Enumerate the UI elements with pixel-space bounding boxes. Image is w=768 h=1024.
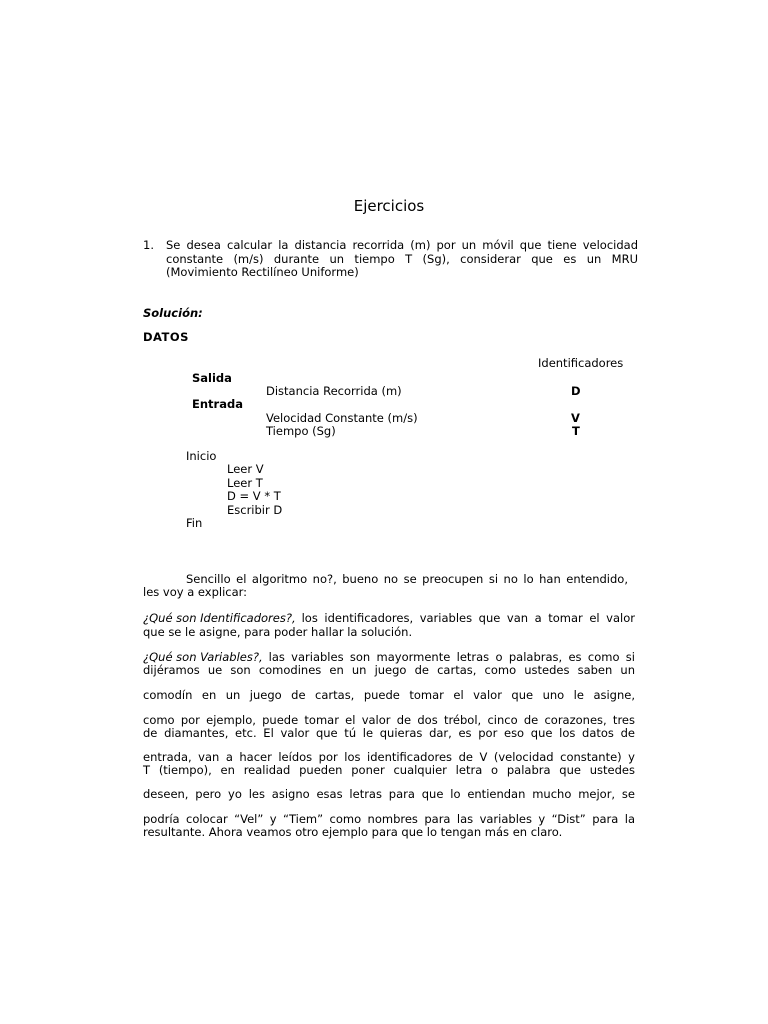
q1-line-1 bbox=[143, 611, 635, 625]
q2-line-6: entrada, van a hacer leídos por los identificadores de V (velocidad constante) y bbox=[143, 750, 635, 764]
q2-line-9: podría colocar “Vel” y “Tiem” como nombres para las variables y “Dist” para la bbox=[143, 812, 635, 826]
salida-item-id: D bbox=[571, 384, 581, 398]
intro-line-1: Sencillo el algoritmo no?, bueno no se preocupen si no lo han entendido, bbox=[186, 572, 628, 586]
entrada-label: Entrada bbox=[192, 397, 243, 411]
exercise-line-3: (Movimiento Rectilíneo Uniforme) bbox=[166, 265, 359, 279]
identifiers-header: Identificadores bbox=[538, 356, 624, 370]
page-title: Ejercicios bbox=[353, 197, 425, 215]
q1-label: ¿Qué son Identificadores?, bbox=[143, 611, 296, 625]
salida-item-name: Distancia Recorrida (m) bbox=[266, 384, 402, 398]
q2-line-3: comodín en un juego de cartas, puede tomar el valor que uno le asigne, bbox=[143, 688, 635, 702]
q2-line-5: de diamantes, etc. El valor que tú le quieras dar, es por eso que los datos de bbox=[143, 726, 635, 740]
q2-line-10: resultante. Ahora veamos otro ejemplo para que lo tengan más en claro. bbox=[143, 825, 563, 839]
algorithm-step: D = V * T bbox=[227, 489, 281, 503]
q2-line-1-rest: las variables son mayormente letras o palabras, es como si bbox=[268, 650, 635, 664]
algorithm-step: Leer T bbox=[227, 476, 263, 490]
q2-line-4: como por ejemplo, puede tomar el valor de dos trébol, cinco de corazones, tres bbox=[143, 713, 635, 727]
entrada-item-name: Tiempo (Sg) bbox=[266, 424, 336, 438]
q1-line-2: que se le asigne, para poder hallar la solución. bbox=[143, 625, 413, 639]
algorithm-step: Leer V bbox=[227, 462, 264, 476]
salida-label: Salida bbox=[192, 371, 232, 385]
q2-line-7: T (tiempo), en realidad pueden poner cualquier letra o palabra que ustedes bbox=[143, 763, 635, 777]
entrada-item-id: V bbox=[571, 411, 580, 425]
q2-line-1 bbox=[143, 650, 635, 664]
algorithm-start: Inicio bbox=[186, 449, 217, 463]
exercise-line-1: Se desea calcular la distancia recorrida (m) por un móvil que tiene velocidad bbox=[166, 238, 638, 252]
algorithm-end: Fin bbox=[186, 516, 203, 530]
solution-heading: Solución: bbox=[143, 306, 203, 320]
intro-line-2: les voy a explicar: bbox=[143, 585, 248, 599]
algorithm-step: Escribir D bbox=[227, 503, 283, 517]
datos-heading: DATOS bbox=[143, 330, 189, 344]
q1-line-1-rest: los identificadores, variables que van a tomar el valor bbox=[301, 611, 635, 625]
entrada-item-name: Velocidad Constante (m/s) bbox=[266, 411, 418, 425]
entrada-item-id: T bbox=[572, 424, 580, 438]
exercise-number: 1. bbox=[143, 238, 154, 252]
q2-line-8: deseen, pero yo les asigno esas letras para que lo entiendan mucho mejor, se bbox=[143, 787, 635, 801]
q2-label: ¿Qué son Variables?, bbox=[143, 650, 263, 664]
exercise-line-2: constante (m/s) durante un tiempo T (Sg), considerar que es un MRU bbox=[166, 252, 638, 266]
q2-line-2: dijéramos ue son comodines en un juego de cartas, como ustedes saben un bbox=[143, 663, 635, 677]
